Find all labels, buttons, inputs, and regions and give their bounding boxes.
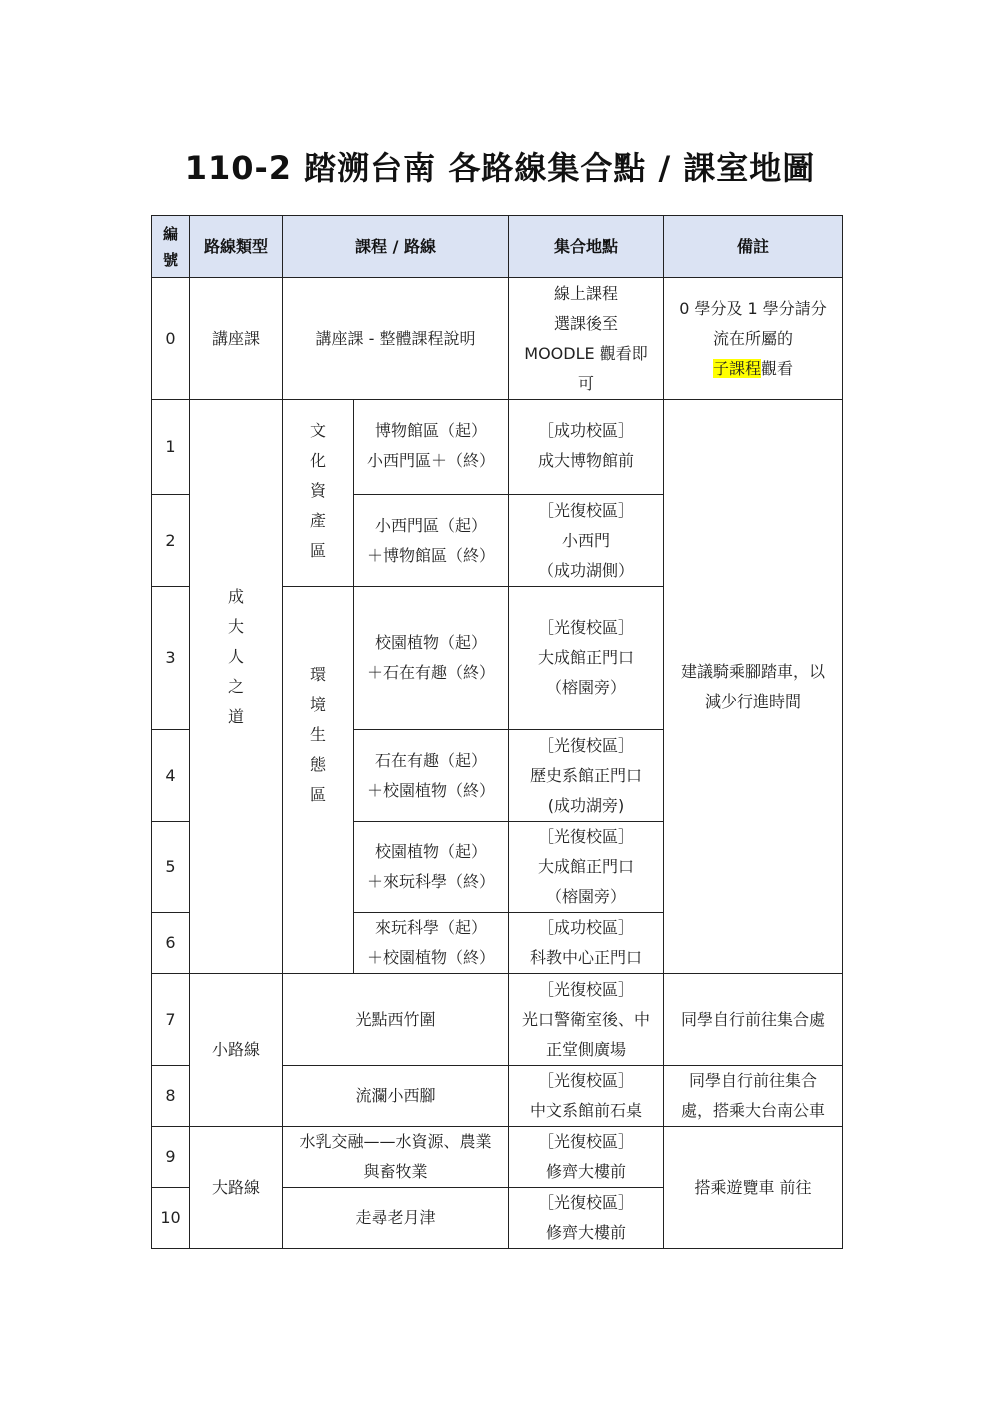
table-row — [152, 1127, 843, 1188]
vertical-label: 環 境 生 態 區 — [309, 665, 326, 804]
row-number: 4 — [152, 730, 190, 822]
row-number: 9 — [152, 1127, 190, 1188]
header-remarks: 備註 — [664, 216, 843, 278]
course-cell: 校園植物（起） ＋石在有趣（終） — [354, 587, 509, 730]
remark-cell — [664, 278, 843, 400]
row-number: 8 — [152, 1066, 190, 1127]
header-meeting-point: 集合地點 — [509, 216, 664, 278]
row-number: 5 — [152, 822, 190, 913]
meeting-point-cell: ［成功校區］ 科教中心正門口 — [509, 913, 664, 974]
vertical-label: 文 化 資 產 區 — [309, 421, 326, 560]
route-type-lecture: 講座課 — [190, 278, 283, 400]
course-cell: 走尋老月津 — [283, 1188, 509, 1249]
meeting-point-cell: ［光復校區］ 修齊大樓前 — [509, 1188, 664, 1249]
course-cell: 水乳交融——水資源、農業 與畜牧業 — [283, 1127, 509, 1188]
header-row — [152, 216, 843, 278]
course-cell: 講座課 - 整體課程說明 — [283, 278, 509, 400]
header-course: 課程 / 路線 — [283, 216, 509, 278]
meeting-point-cell: ［成功校區］ 成大博物館前 — [509, 400, 664, 495]
remark-cell: 同學自行前往集合 處，搭乘大台南公車 — [664, 1066, 843, 1127]
meeting-point-cell: ［光復校區］ 修齊大樓前 — [509, 1127, 664, 1188]
course-cell: 小西門區（起） ＋博物館區（終） — [354, 495, 509, 587]
route-table — [151, 215, 843, 1249]
document-title: 110-2 踏溯台南 各路線集合點 / 課室地圖 — [184, 149, 816, 187]
highlighted-text: 子課程 — [712, 358, 761, 378]
row-number: 10 — [152, 1188, 190, 1249]
course-cell: 流瀾小西腳 — [283, 1066, 509, 1127]
remark-line: 觀看 — [761, 358, 794, 378]
route-type-small: 小路線 — [190, 974, 283, 1127]
row-number: 6 — [152, 913, 190, 974]
meeting-point-cell: ［光復校區］ 光口警衛室後、中 正堂側廣場 — [509, 974, 664, 1066]
meeting-point-cell: ［光復校區］ 小西門 （成功湖側） — [509, 495, 664, 587]
row-number: 1 — [152, 400, 190, 495]
row-number: 7 — [152, 974, 190, 1066]
subgroup-eco-environment — [283, 587, 354, 974]
route-type-ncku-way — [190, 400, 283, 974]
remark-cell: 同學自行前往集合處 — [664, 974, 843, 1066]
table-row — [152, 974, 843, 1066]
course-cell: 石在有趣（起） ＋校園植物（終） — [354, 730, 509, 822]
meeting-point-cell: ［光復校區］ 中文系館前石桌 — [509, 1066, 664, 1127]
row-number: 2 — [152, 495, 190, 587]
vertical-label: 成 大 人 之 道 — [227, 586, 244, 726]
meeting-point-cell: 線上課程 選課後至 MOODLE 觀看即 可 — [509, 278, 664, 400]
course-cell: 校園植物（起） ＋來玩科學（終） — [354, 822, 509, 913]
course-cell: 光點西竹圍 — [283, 974, 509, 1066]
meeting-point-cell: ［光復校區］ 大成館正門口 （榕園旁） — [509, 822, 664, 913]
row-number: 3 — [152, 587, 190, 730]
remark-line: 流在所屬的 — [712, 328, 793, 348]
route-type-large: 大路線 — [190, 1127, 283, 1249]
table-row — [152, 400, 843, 495]
course-cell: 來玩科學（起） ＋校園植物（終） — [354, 913, 509, 974]
header-number: 編 號 — [152, 216, 190, 278]
row-number: 0 — [152, 278, 190, 400]
remark-bike: 建議騎乘腳踏車，以 減少行進時間 — [664, 400, 843, 974]
course-cell: 博物館區（起） 小西門區＋（終） — [354, 400, 509, 495]
remark-line: 0 學分及 1 學分請分 — [679, 298, 827, 318]
table-row — [152, 278, 843, 400]
subgroup-cultural-heritage — [283, 400, 354, 587]
remark-bus: 搭乘遊覽車 前往 — [664, 1127, 843, 1249]
header-route-type: 路線類型 — [190, 216, 283, 278]
meeting-point-cell: ［光復校區］ 大成館正門口 （榕園旁） — [509, 587, 664, 730]
meeting-point-cell: ［光復校區］ 歷史系館正門口 (成功湖旁) — [509, 730, 664, 822]
